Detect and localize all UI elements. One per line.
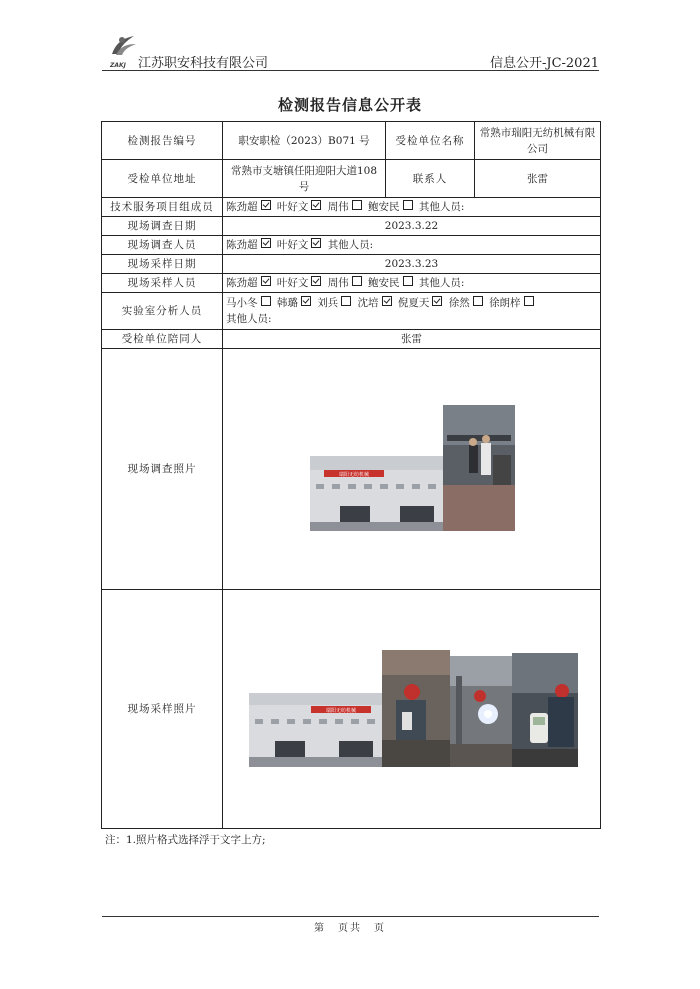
member-name: 叶好文 (276, 277, 309, 289)
lab-staff-members (223, 293, 601, 330)
member-name: 陈劲超 (226, 201, 258, 213)
factory-exterior-photo-2 (249, 693, 382, 767)
team-label: 技术服务项目组成员 (102, 198, 223, 217)
checked-box-icon (261, 238, 271, 248)
member-name: 叶好文 (276, 201, 309, 213)
member-name: 陈劲超 (226, 277, 258, 289)
client-value: 常熟市瑞阳无纺机械有限公司 (475, 122, 601, 160)
table-row (102, 217, 601, 236)
factory-sign-text: 瑞阳无纺机械 (325, 708, 357, 714)
sample-photos-cell (223, 590, 601, 829)
checked-box-icon (311, 200, 321, 210)
table-row (102, 122, 601, 160)
unchecked-box-icon (473, 296, 483, 306)
member-name: 周伟 (327, 201, 349, 213)
other-staff-label: 其他人员: (226, 313, 272, 325)
unchecked-box-icon (403, 200, 413, 210)
checked-box-icon (311, 238, 321, 248)
footer-divider (102, 916, 599, 917)
contact-value: 张雷 (475, 160, 601, 198)
survey-photos-cell (223, 349, 601, 590)
unchecked-box-icon (261, 296, 271, 306)
sampling-photo-1 (382, 650, 450, 767)
table-row (102, 255, 601, 274)
report-no-value: 职安职检（2023）B071 号 (223, 122, 386, 160)
table-row (102, 330, 601, 349)
escort-label: 受检单位陪同人 (102, 330, 223, 349)
table-row (102, 349, 601, 590)
table-row (102, 590, 601, 829)
logo-text: ZAKJ (110, 62, 126, 69)
sample-staff-members (223, 274, 601, 293)
member-name: 韩璐 (276, 297, 298, 309)
unchecked-box-icon (352, 276, 362, 286)
member-name: 叶好文 (276, 239, 309, 251)
member-name: 鲍安民 (368, 201, 400, 213)
survey-date-value: 2023.3.22 (223, 217, 601, 236)
survey-staff-label: 现场调查人员 (102, 236, 223, 255)
escort-value: 张雷 (223, 330, 601, 349)
table-row (102, 236, 601, 255)
table-row (102, 160, 601, 198)
unchecked-box-icon (403, 276, 413, 286)
sampling-photo-2 (450, 656, 512, 767)
client-label: 受检单位名称 (386, 122, 475, 160)
checked-box-icon (432, 296, 442, 306)
factory-sign-text: 瑞阳无纺机械 (338, 472, 370, 478)
team-members (223, 198, 601, 217)
member-name: 陈劲超 (226, 239, 258, 251)
page-footer: 第 页共 页 (314, 923, 386, 934)
info-table (101, 121, 601, 829)
company-name: 江苏职安科技有限公司 (138, 56, 269, 71)
page-header (102, 38, 599, 71)
member-name: 徐朗梓 (489, 297, 521, 309)
sample-date-label: 现场采样日期 (102, 255, 223, 274)
page-title: 检测报告信息公开表 (277, 96, 422, 114)
unchecked-box-icon (352, 200, 362, 210)
sample-date-value: 2023.3.23 (223, 255, 601, 274)
member-name: 倪夏天 (397, 297, 430, 309)
checked-box-icon (301, 296, 311, 306)
report-no-label: 检测报告编号 (102, 122, 223, 160)
sample-staff-label: 现场采样人员 (102, 274, 223, 293)
table-row (102, 274, 601, 293)
address-label: 受检单位地址 (102, 160, 223, 198)
survey-photos-label: 现场调查照片 (102, 349, 223, 590)
table-row (102, 293, 601, 330)
contact-label: 联系人 (386, 160, 475, 198)
lab-staff-label: 实验室分析人员 (102, 293, 223, 330)
member-name: 刘兵 (317, 297, 339, 309)
sample-photos-label: 现场采样照片 (102, 590, 223, 829)
workshop-survey-photo (443, 405, 515, 531)
survey-staff-members (223, 236, 601, 255)
checked-box-icon (261, 200, 271, 210)
checked-box-icon (382, 296, 392, 306)
member-name: 鲍安民 (368, 277, 400, 289)
table-row (102, 198, 601, 217)
survey-date-label: 现场调查日期 (102, 217, 223, 236)
company-logo-icon (106, 32, 140, 66)
other-staff-label: 其他人员: (418, 277, 465, 289)
document-id: 信息公开-JC-2021 (489, 56, 599, 71)
factory-exterior-photo (310, 456, 443, 531)
unchecked-box-icon (524, 296, 534, 306)
sampling-photo-3 (512, 653, 578, 767)
address-value: 常熟市支塘镇任阳迎阳大道108号 (223, 160, 386, 198)
checked-box-icon (261, 276, 271, 286)
unchecked-box-icon (341, 296, 351, 306)
member-name: 周伟 (327, 277, 349, 289)
member-name: 沈培 (357, 297, 379, 309)
other-staff-label: 其他人员: (327, 239, 374, 251)
checked-box-icon (311, 276, 321, 286)
footnote: 注：1.照片格式选择浮于文字上方; (105, 834, 266, 846)
other-staff-label: 其他人员: (418, 201, 465, 213)
member-name: 徐然 (448, 297, 470, 309)
member-name: 马小冬 (226, 297, 258, 309)
